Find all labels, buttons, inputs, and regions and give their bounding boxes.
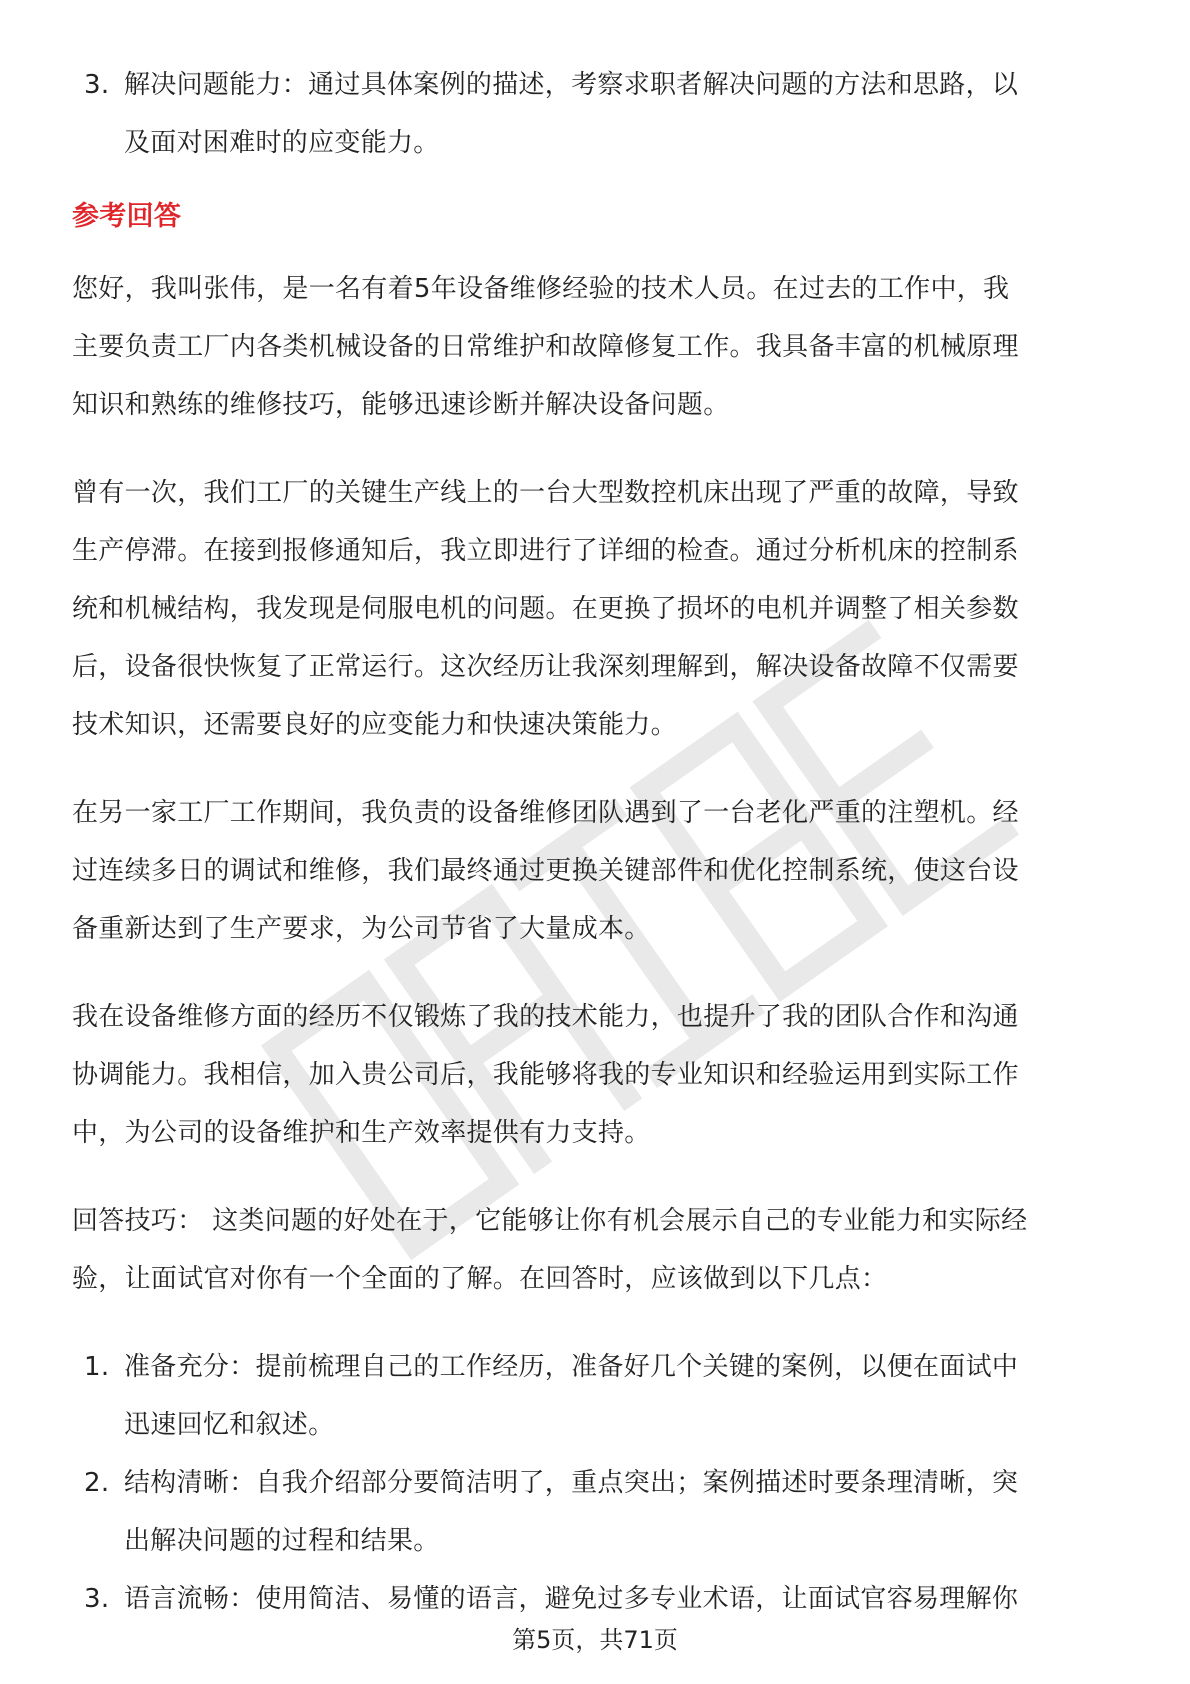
- paragraph-case-1: [72, 464, 1124, 754]
- paragraph-line: 过连续多日的调试和维修，我们最终通过更换关键部件和优化控制系统，使这台设: [72, 856, 1019, 886]
- list-line: 迅速回忆和叙述。: [124, 1410, 335, 1440]
- paragraph-tips-intro: [72, 1192, 1124, 1308]
- paragraph-summary: [72, 988, 1124, 1162]
- paragraph-line: 您好，我叫张伟，是一名有着5年设备维修经验的技术人员。在过去的工作中，我: [72, 274, 1010, 304]
- list-line: 准备充分：提前梳理自己的工作经历，准备好几个关键的案例，以便在面试中: [124, 1352, 1019, 1382]
- list-number: 3.: [84, 70, 110, 100]
- paragraph-line: 回答技巧： 这类问题的好处在于，它能够让你有机会展示自己的专业能力和实际经: [72, 1206, 1028, 1236]
- list-line: 语言流畅：使用简洁、易懂的语言，避免过多专业术语，让面试官容易理解你: [124, 1584, 1019, 1614]
- paragraph-line: 我在设备维修方面的经历不仅锻炼了我的技术能力，也提升了我的团队合作和沟通: [72, 1002, 1019, 1032]
- paragraph-line: 验，让面试官对你有一个全面的了解。在回答时，应该做到以下几点：: [72, 1264, 888, 1294]
- page-footer: 第5页，共71页: [512, 1626, 678, 1654]
- paragraph-line: 在另一家工厂工作期间，我负责的设备维修团队遇到了一台老化严重的注塑机。经: [72, 798, 1019, 828]
- list-number: 2.: [84, 1468, 110, 1498]
- tips-list: [72, 1338, 1124, 1628]
- list-line: 出解决问题的过程和结果。: [124, 1526, 440, 1556]
- paragraph-line: 中，为公司的设备维护和生产效率提供有力支持。: [72, 1118, 651, 1148]
- list-line: 解决问题能力：通过具体案例的描述，考察求职者解决问题的方法和思路，以: [124, 70, 1019, 100]
- paragraph-line: 生产停滞。在接到报修通知后，我立即进行了详细的检查。通过分析机床的控制系: [72, 536, 1019, 566]
- section-heading: 参考回答: [72, 201, 182, 232]
- list-number: 3.: [84, 1584, 110, 1614]
- paragraph-intro: [72, 260, 1124, 434]
- paragraph-line: 后，设备很快恢复了正常运行。这次经历让我深刻理解到，解决设备故障不仅需要: [72, 652, 1019, 682]
- question-list: [72, 56, 1124, 172]
- paragraph-line: 技术知识，还需要良好的应变能力和快速决策能力。: [72, 710, 677, 740]
- paragraph-line: 曾有一次，我们工厂的关键生产线上的一台大型数控机床出现了严重的故障，导致: [72, 478, 1019, 508]
- list-item: [72, 56, 1124, 172]
- paragraph-case-2: [72, 784, 1124, 958]
- list-line: 及面对困难时的应变能力。: [124, 128, 440, 158]
- list-number: 1.: [84, 1352, 110, 1382]
- paragraph-line: 协调能力。我相信，加入贵公司后，我能够将我的专业知识和经验运用到实际工作: [72, 1060, 1019, 1090]
- list-line: 结构清晰：自我介绍部分要简洁明了，重点突出；案例描述时要条理清晰，突: [124, 1468, 1019, 1498]
- document-body: [72, 56, 1124, 1628]
- paragraph-line: 主要负责工厂内各类机械设备的日常维护和故障修复工作。我具备丰富的机械原理: [72, 332, 1019, 362]
- list-item: [72, 1338, 1124, 1454]
- list-item: [72, 1454, 1124, 1570]
- paragraph-line: 统和机械结构，我发现是伺服电机的问题。在更换了损坏的电机并调整了相关参数: [72, 594, 1019, 624]
- paragraph-line: 知识和熟练的维修技巧，能够迅速诊断并解决设备问题。: [72, 390, 730, 420]
- paragraph-line: 备重新达到了生产要求，为公司节省了大量成本。: [72, 914, 651, 944]
